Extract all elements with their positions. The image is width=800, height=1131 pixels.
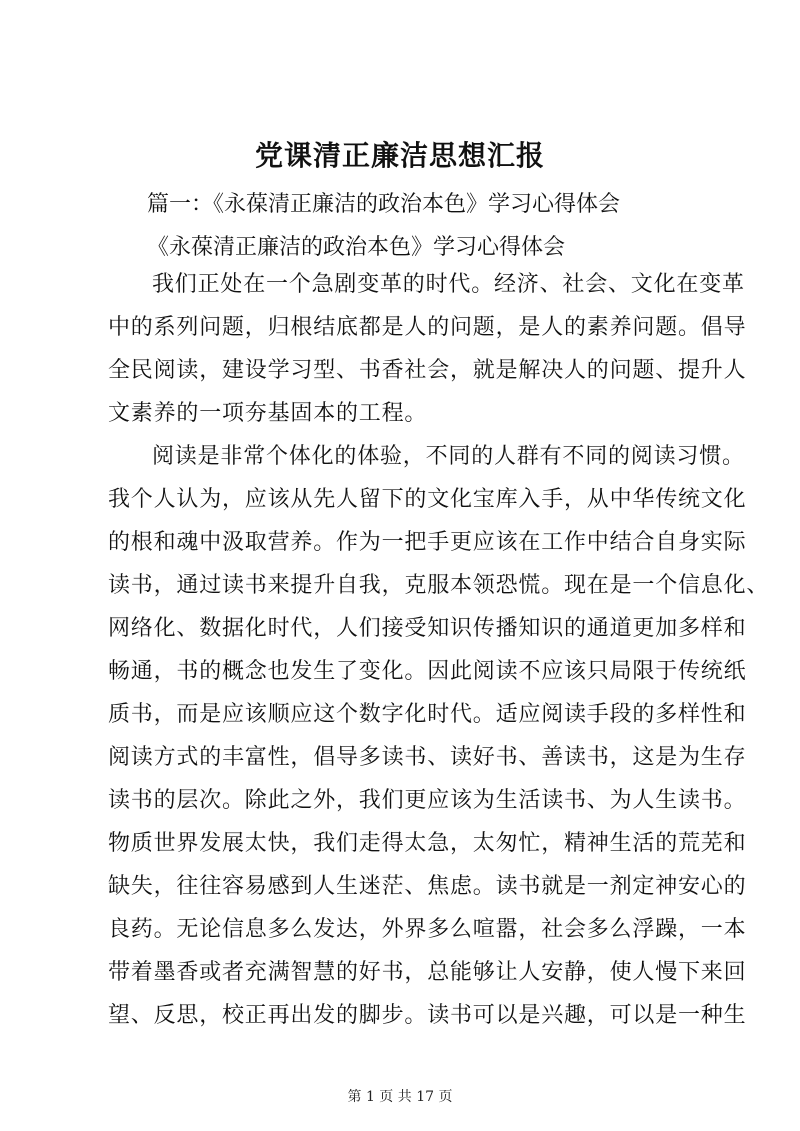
paragraph-line: 的根和魂中汲取营养。作为一把手更应该在工作中结合自身实际 xyxy=(108,530,747,555)
paragraph-line: 望、反思，校正再出发的脚步。读书可以是兴趣，可以是一种生 xyxy=(108,1003,747,1028)
paragraph-line: 质书，而是应该顺应这个数字化时代。适应阅读手段的多样性和 xyxy=(108,702,747,727)
paragraph-line: 带着墨香或者充满智慧的好书，总能够让人安静，使人慢下来回 xyxy=(108,960,747,985)
paragraph-line: 读书的层次。除此之外，我们更应该为生活读书、为人生读书。 xyxy=(108,788,747,813)
paragraph-line: 物质世界发展太快，我们走得太急，太匆忙，精神生活的荒芜和 xyxy=(108,831,747,856)
paragraph-line: 阅读是非常个体化的体验，不同的人群有不同的阅读习惯。 xyxy=(152,444,745,469)
paragraph-line: 我个人认为，应该从先人留下的文化宝库入手，从中华传统文化 xyxy=(108,487,747,512)
paragraph-line: 良药。无论信息多么发达，外界多么喧嚣，社会多么浮躁，一本 xyxy=(108,917,747,942)
document-title: 党课清正廉洁思想汇报 xyxy=(254,139,545,172)
paragraph-line: 我们正处在一个急剧变革的时代。经济、社会、文化在变革 xyxy=(152,272,745,297)
paragraph-line: 缺失，往往容易感到人生迷茫、焦虑。读书就是一剂定神安心的 xyxy=(108,874,747,899)
paragraph-line: 中的系列问题，归根结底都是人的问题，是人的素养问题。倡导 xyxy=(108,315,747,340)
subtitle-chapter-one: 篇一：《永葆清正廉洁的政治本色》学习心得体会 xyxy=(147,192,621,217)
paragraph-line: 网络化、数据化时代，人们接受知识传播知识的通道更加多样和 xyxy=(108,616,747,641)
paragraph-line: 畅通，书的概念也发生了变化。因此阅读不应该只局限于传统纸 xyxy=(108,659,747,684)
subtitle-article-name: 《永葆清正廉洁的政治本色》学习心得体会 xyxy=(147,235,566,260)
paragraph-line: 文素养的一项夯基固本的工程。 xyxy=(108,401,428,426)
paragraph-line: 读书，通过读书来提升自我，克服本领恐慌。现在是一个信息化、 xyxy=(108,573,770,598)
page-number-footer: 第 1 页 共 17 页 xyxy=(347,1089,453,1105)
paragraph-line: 阅读方式的丰富性，倡导多读书、读好书、善读书，这是为生存 xyxy=(108,745,747,770)
paragraph-line: 全民阅读，建设学习型、书香社会，就是解决人的问题、提升人 xyxy=(108,358,747,383)
